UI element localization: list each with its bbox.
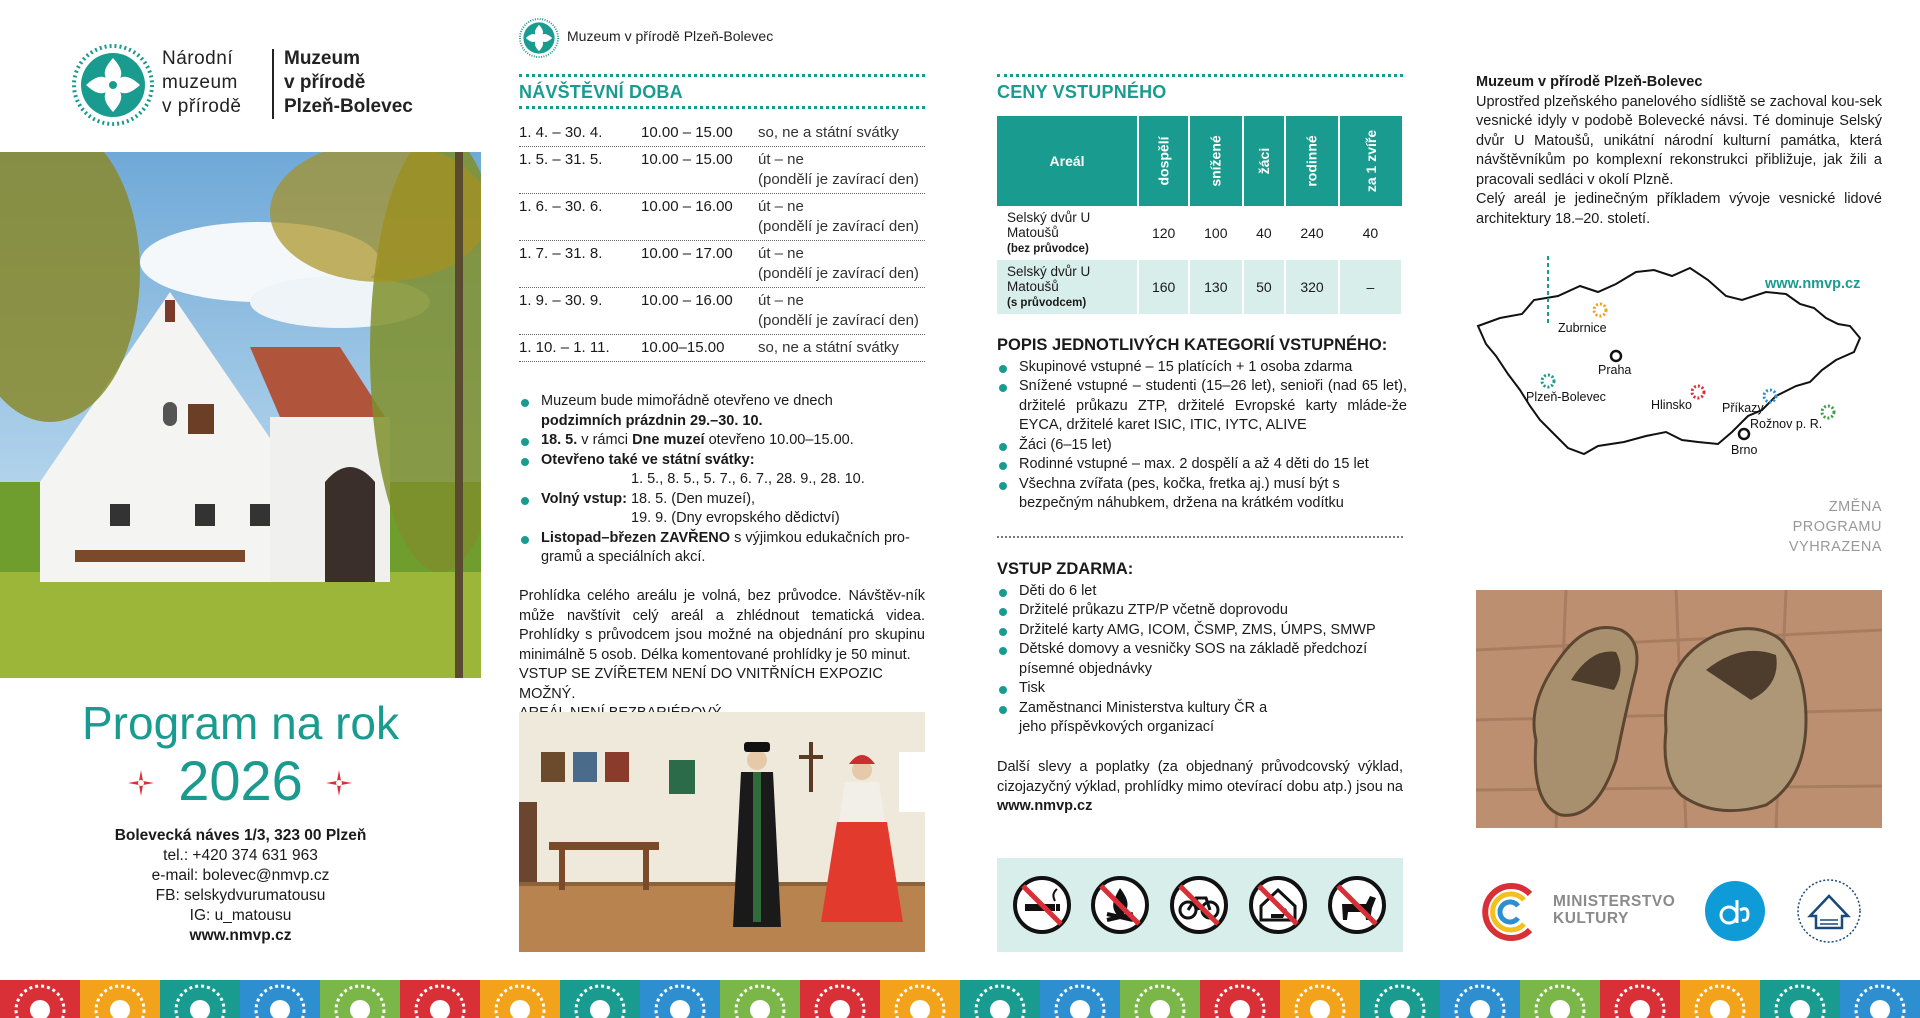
program-title: Program na rok <box>81 697 399 749</box>
hours-time: 10.00 – 16.00 <box>641 198 733 215</box>
instagram[interactable]: IG: u_matousu <box>189 907 292 924</box>
hours-note: út – ne (pondělí je zavírací den) <box>758 245 919 282</box>
prices-title: CENY VSTUPNÉHO <box>997 82 1167 102</box>
ornament-tile <box>960 980 1040 1018</box>
folk-ornament-border <box>0 980 1920 1018</box>
map-label-praha: Praha <box>1598 363 1632 377</box>
about-title: Muzeum v přírodě Plzeň-Bolevec <box>1476 74 1703 90</box>
categories-title: POPIS JEDNOTLIVÝCH KATEGORIÍ VSTUPNÉHO: <box>997 336 1388 354</box>
hours-title: NÁVŠTĚVNÍ DOBA <box>519 82 683 102</box>
free-entry-section <box>997 560 1407 738</box>
opening-notes <box>519 392 925 568</box>
list-item: Otevřeno také ve státní svátky: 1. 5., 8. 5., 5. 7., 6. 7., 28. 9., 28. 10. <box>519 451 925 490</box>
map-label-prikazy: Příkazy <box>1722 401 1764 415</box>
prohibition-signs <box>997 858 1403 952</box>
map-label-hlinsko: Hlinsko <box>1651 398 1692 412</box>
ministry-of-culture-text: MINISTERSTVO KULTURY <box>1553 893 1676 927</box>
hours-row <box>519 335 925 362</box>
no-bicycle-icon <box>1168 874 1230 936</box>
ornament-tile <box>1840 980 1920 1018</box>
hours-dates: 1. 6. – 30. 6. <box>519 198 603 215</box>
warning-animals: VSTUP SE ZVÍŘETEM NENÍ DO VNITŘNÍCH EXPOZIC MOŽNÝ. <box>519 666 883 702</box>
dotted-divider <box>997 74 1403 77</box>
table-header: za 1 zvíře <box>1339 116 1402 206</box>
program-change-notice: ZMĚNA PROGRAMU VYHRAZENA <box>1788 499 1882 555</box>
hours-note: so, ne a státní svátky <box>758 124 899 141</box>
free-entry-title: VSTUP ZDARMA: <box>997 560 1134 578</box>
table-header: Areál <box>997 116 1138 206</box>
list-item: Volný vstup: 18. 5. (Den muzeí), 19. 9. (Dny evropského dědictví) <box>519 490 925 529</box>
ornament-tile <box>1520 980 1600 1018</box>
list-item: Rodinné vstupné – max. 2 dospělí a až 4 děti do 15 let <box>997 455 1407 475</box>
hours-time: 10.00 – 15.00 <box>641 151 733 168</box>
list-item: Držitelé karty AMG, ICOM, ČSMP, ZMS, ÚMPS, SMWP <box>997 621 1407 641</box>
table-cell-area: Selský dvůr U Matoušů (s průvodcem) <box>997 260 1138 314</box>
list-item: Snížené vstupné – studenti (15–26 let), senioři (nad 65 let), držitelé průkazu ZTP, držitelé Evropské karty mláde-že EYCA, držitelé karet ISIC, ITIC, IYTC, ALIVE <box>997 377 1407 436</box>
table-cell: 160 <box>1138 260 1189 314</box>
opening-hours-table <box>519 120 925 362</box>
dotted-divider <box>519 74 925 77</box>
ornament-tile <box>1360 980 1440 1018</box>
ministry-of-culture-logo-icon <box>1480 880 1544 944</box>
ornament-tile <box>1600 980 1680 1018</box>
list-item: Muzeum bude mimořádně otevřeno ve dnech podzimních prázdnin 29.–30. 10. <box>519 392 925 431</box>
ornament-tile <box>400 980 480 1018</box>
list-item: Skupinové vstupné – 15 platících + 1 osoba zdarma <box>997 358 1407 378</box>
map-label-brno: Brno <box>1731 443 1758 457</box>
about-text: Uprostřed plzeňského panelového sídliště se zachoval kou-sek vesnické idyly v podobě Bolevecké návsi. Té dominuje Selský dvůr U Matoušů, unikátní národní kulturní památka, která návštěvníkům po komplexní rekonstrukci přibližuje, jak žili a pracovali sedláci v okolí Plzně. <box>1476 93 1882 188</box>
no-dogs-icon <box>1326 874 1388 936</box>
ornament-tile <box>80 980 160 1018</box>
ornament-tile <box>800 980 880 1018</box>
interior-photo <box>519 712 925 952</box>
ornament-tile <box>1120 980 1200 1018</box>
categories-section <box>997 336 1407 514</box>
ornament-tile <box>320 980 400 1018</box>
logo-divider <box>272 49 274 119</box>
map-website-link[interactable]: www.nmvp.cz <box>1765 276 1861 292</box>
table-cell: 120 <box>1138 206 1189 260</box>
dotted-divider <box>519 106 925 109</box>
table-header: dospělí <box>1138 116 1189 206</box>
hours-row <box>519 147 925 194</box>
table-row <box>997 206 1402 260</box>
hours-time: 10.00 – 15.00 <box>641 124 733 141</box>
map-label-plzen: Plzeň-Bolevec <box>1526 390 1606 404</box>
hours-note: út – ne (pondělí je zavírací den) <box>758 151 919 188</box>
hours-dates: 1. 4. – 30. 4. <box>519 124 603 141</box>
ornament-tile <box>720 980 800 1018</box>
ornament-tile <box>1040 980 1120 1018</box>
logo-text-museum-plzen: Muzeum v přírodě Plzeň-Bolevec <box>284 48 413 117</box>
about-section <box>1476 73 1882 229</box>
ornament-tile <box>560 980 640 1018</box>
hours-row <box>519 120 925 147</box>
list-item: Držitelé průkazu ZTP/P včetně doprovodu <box>997 601 1407 621</box>
hours-row <box>519 241 925 288</box>
ornament-tile <box>640 980 720 1018</box>
table-cell: 130 <box>1189 260 1242 314</box>
list-item: Zaměstnanci Ministerstva kultury ČR a jeho příspěvkových organizací <box>997 699 1297 738</box>
ornament-tile <box>1440 980 1520 1018</box>
table-cell: 40 <box>1339 206 1402 260</box>
dotted-divider <box>997 536 1403 538</box>
ornament-tile <box>1200 980 1280 1018</box>
ornament-tile <box>160 980 240 1018</box>
list-item: 18. 5. v rámci Dne muzeí otevřeno 10.00–15.00. <box>519 431 925 451</box>
price-table <box>997 116 1403 314</box>
mini-logo-text: Muzeum v přírodě Plzeň-Bolevec <box>567 28 774 44</box>
hours-note: so, ne a státní svátky <box>758 339 899 356</box>
table-cell: 100 <box>1189 206 1242 260</box>
hours-row <box>519 194 925 241</box>
hours-note: út – ne (pondělí je zavírací den) <box>758 292 919 329</box>
ornament-tile <box>880 980 960 1018</box>
phone[interactable]: tel.: +420 374 631 963 <box>163 847 318 864</box>
hours-note: út – ne (pondělí je zavírací den) <box>758 198 919 235</box>
list-item: Tisk <box>997 679 1407 699</box>
list-item: Listopad–březen ZAVŘENO s výjimkou edukačních pro-gramů a speciálních akcí. <box>519 529 925 568</box>
facebook[interactable]: FB: selskydvurumatousu <box>155 887 326 904</box>
hours-dates: 1. 9. – 30. 9. <box>519 292 603 309</box>
hours-dates: 1. 10. – 1. 11. <box>519 339 610 356</box>
table-header: snížené <box>1189 116 1242 206</box>
farmhouse-photo <box>0 152 481 678</box>
ornament-tile <box>480 980 560 1018</box>
map-label-zubrnice: Zubrnice <box>1558 321 1607 335</box>
website-link[interactable]: www.nmvp.cz <box>189 927 292 944</box>
table-cell: 50 <box>1243 260 1286 314</box>
visit-paragraph: Prohlídka celého areálu je volná, bez průvodce. Návštěv-ník může navštívit celý areál a zhlédnout tematická videa. Prohlídky s průvodcem jsou možné na objednání pro skupinu minimálně 5 osob. Délka komentované prohlídky je 50 minut. VSTUP SE ZVÍŘETEM NENÍ DO VNITŘNÍCH EXPOZIC MOŽNÝ. <box>519 587 925 724</box>
list-item: Děti do 6 let <box>997 582 1407 602</box>
hours-time: 10.00 – 16.00 <box>641 292 733 309</box>
hours-dates: 1. 7. – 31. 8. <box>519 245 603 262</box>
price-table-header <box>997 116 1402 206</box>
czech-map <box>1476 256 1886 501</box>
table-cell: – <box>1339 260 1402 314</box>
address: Bolevecká náves 1/3, 323 00 Plzeň <box>114 827 367 844</box>
logo-text-national-museum: Národní muzeum v přírodě <box>162 48 242 117</box>
ornament-tile <box>1280 980 1360 1018</box>
contact-block <box>0 826 481 946</box>
hours-time: 10.00 – 17.00 <box>641 245 733 262</box>
about-text-2: Celý areál je jedinečným příkladem vývoje vesnické lidové architektury 18.–20. století. <box>1476 191 1882 227</box>
table-cell: 320 <box>1285 260 1338 314</box>
table-cell: 40 <box>1243 206 1286 260</box>
list-item: Žáci (6–15 let) <box>997 436 1407 456</box>
no-fire-icon <box>1089 874 1151 936</box>
list-item: Všechna zvířata (pes, kočka, fretka aj.) musí být s bezpečným náhubkem, držena na krátkém vodítku <box>997 475 1347 514</box>
table-cell: 240 <box>1285 206 1338 260</box>
email[interactable]: e-mail: bolevec@nmvp.cz <box>151 867 330 884</box>
program-year: 2026 <box>178 749 303 812</box>
list-item: Dětské domovy a vesničky SOS na základě předchozí písemné objednávky <box>997 640 1397 679</box>
hours-time: 10.00–15.00 <box>641 339 725 356</box>
discounts-text: Další slevy a poplatky (za objednaný průvodcovský výklad, cizojazyčný výklad, prohlídky mimo otevírací dobu atp.) jsou na www.nmvp.cz <box>997 759 1403 814</box>
table-header: rodinné <box>1285 116 1338 206</box>
ornament-tile <box>0 980 80 1018</box>
table-cell-area: Selský dvůr U Matoušů (bez průvodce) <box>997 206 1138 260</box>
ornament-tile <box>240 980 320 1018</box>
hours-row <box>519 288 925 335</box>
ornament-star-icon <box>324 768 354 798</box>
hours-dates: 1. 5. – 31. 5. <box>519 151 603 168</box>
partner-blue-logo-icon <box>1704 880 1766 942</box>
ornament-tile <box>1680 980 1760 1018</box>
ornament-tile <box>1760 980 1840 1018</box>
museum-mini-logo-icon <box>519 18 559 58</box>
open-air-museums-association-logo-icon <box>1796 878 1862 944</box>
table-row <box>997 260 1402 314</box>
wooden-clogs-photo <box>1476 590 1882 828</box>
museum-logo-icon <box>72 44 154 126</box>
map-label-roznov: Rožnov p. R. <box>1750 417 1823 431</box>
no-smoking-icon <box>1011 874 1073 936</box>
table-header: žáci <box>1243 116 1286 206</box>
partner-logos <box>1476 868 1882 948</box>
discounts-link[interactable]: www.nmvp.cz <box>997 798 1093 814</box>
no-dogs-inside-icon <box>1247 874 1309 936</box>
